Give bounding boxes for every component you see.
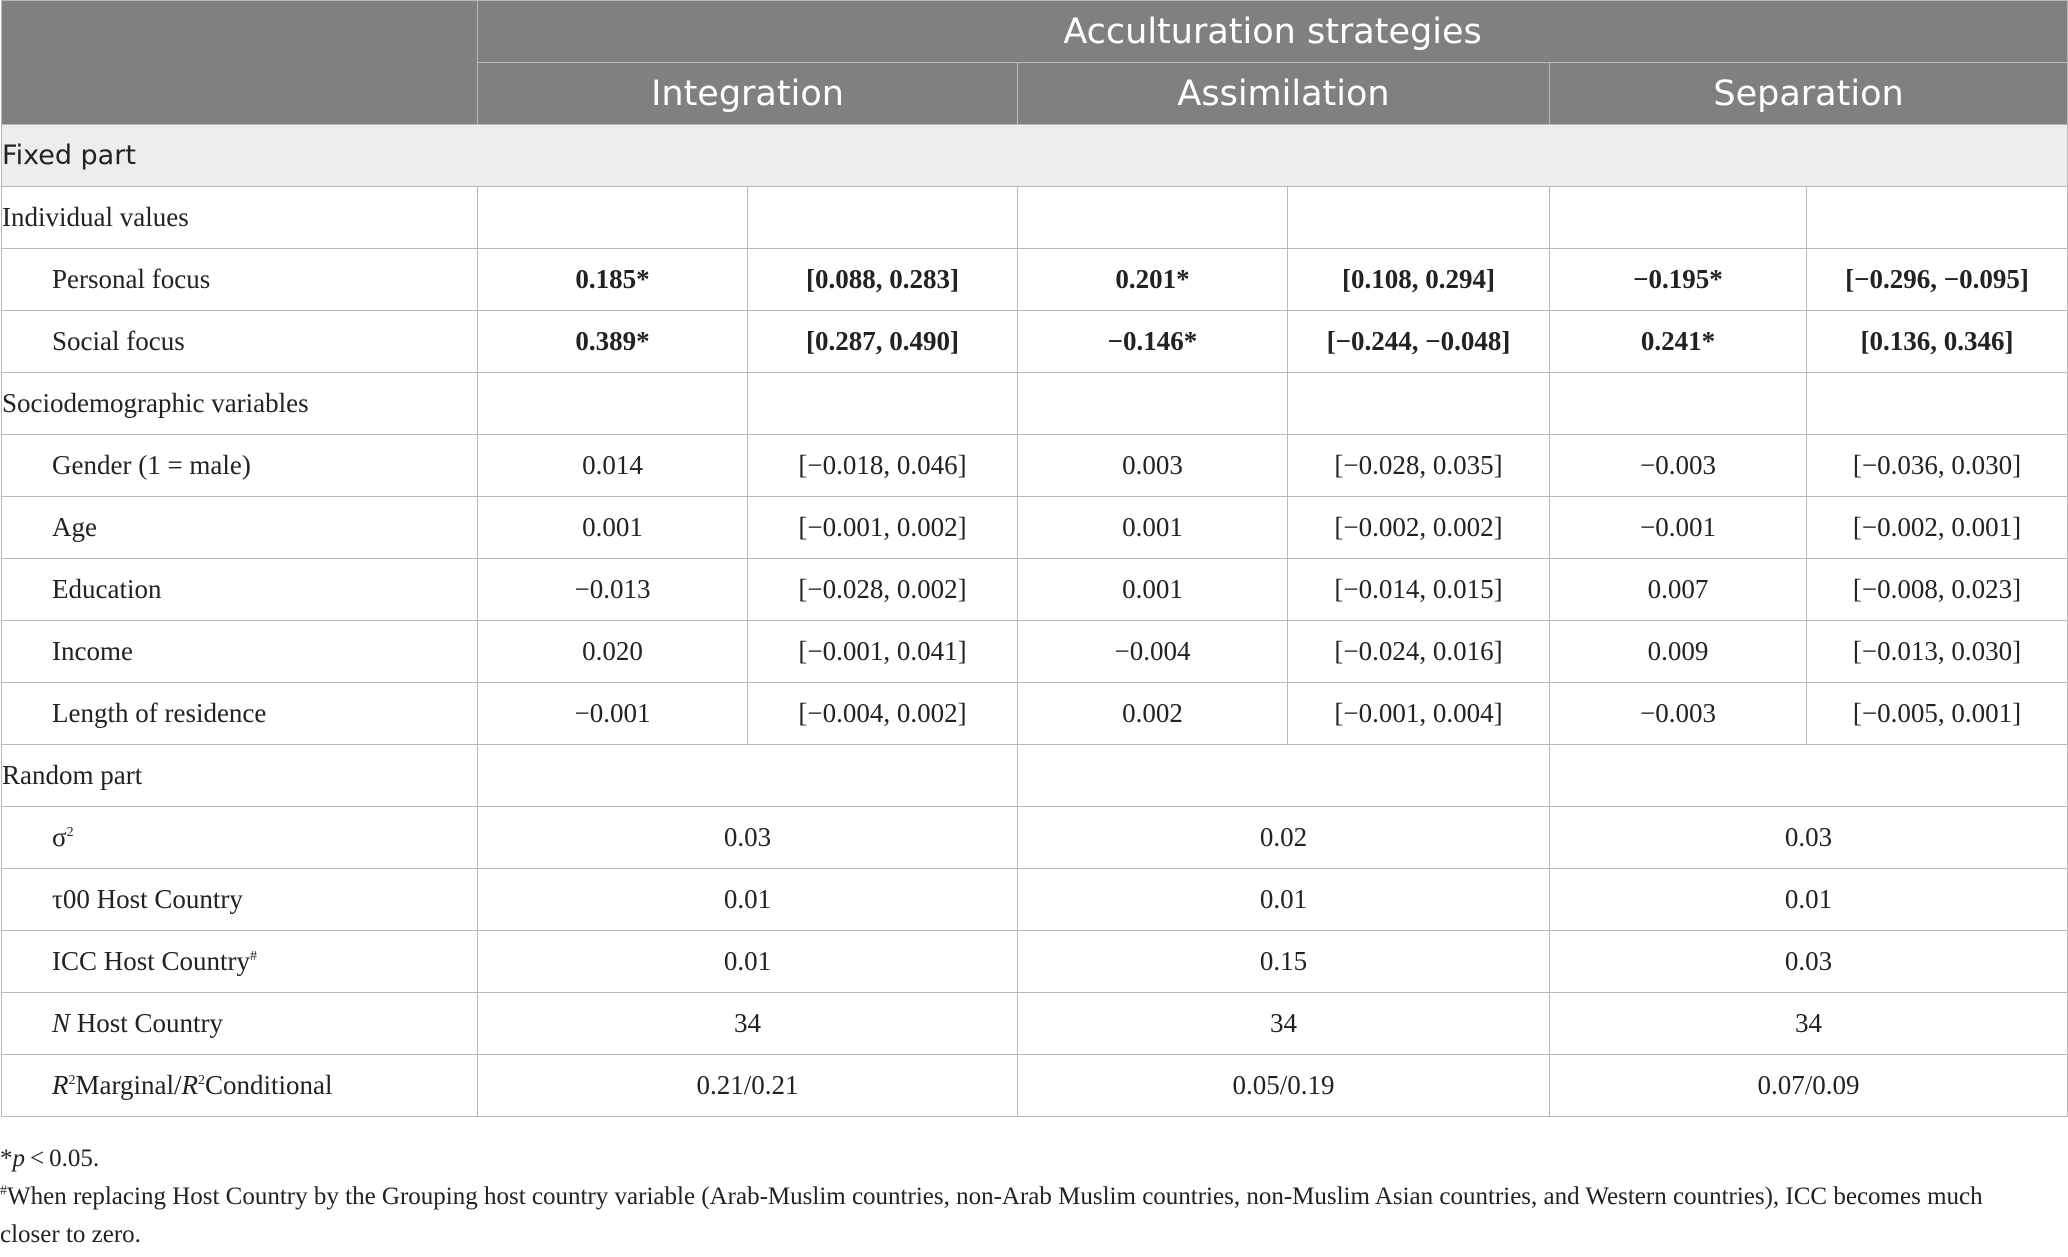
section-row-fixed-part <box>2 125 2068 187</box>
table-row <box>2 621 2068 683</box>
ci-cell: [−0.028, 0.002] <box>748 559 1018 621</box>
column-header-separation: Separation <box>1550 63 2068 125</box>
ci-cell: [−0.024, 0.016] <box>1288 621 1550 683</box>
row-label: Gender (1 = male) <box>2 435 478 497</box>
ci-cell: [−0.036, 0.030] <box>1807 435 2068 497</box>
random-value-cell: 34 <box>1018 993 1550 1055</box>
row-label: τ00 Host Country <box>2 869 478 931</box>
table-row <box>2 497 2068 559</box>
ci-cell: [−0.001, 0.041] <box>748 621 1018 683</box>
table-row <box>2 993 2068 1055</box>
table-row <box>2 311 2068 373</box>
section-title: Fixed part <box>2 125 2068 187</box>
empty-cell <box>1550 745 2068 807</box>
estimate-cell: 0.020 <box>478 621 748 683</box>
empty-cell <box>1288 373 1550 435</box>
significance-note: *p < 0.05. <box>0 1145 100 1172</box>
random-value-cell: 0.01 <box>478 869 1018 931</box>
random-value-cell: 0.21/0.21 <box>478 1055 1018 1117</box>
empty-cell <box>1018 745 1550 807</box>
estimate-cell: −0.001 <box>478 683 748 745</box>
ci-cell: [−0.008, 0.023] <box>1807 559 2068 621</box>
random-value-cell: 0.01 <box>478 931 1018 993</box>
estimate-cell: 0.001 <box>478 497 748 559</box>
ci-cell: [−0.001, 0.004] <box>1288 683 1550 745</box>
header-row-group <box>2 1 2068 63</box>
estimate-cell: 0.009 <box>1550 621 1807 683</box>
random-value-cell: 0.15 <box>1018 931 1550 993</box>
estimate-cell: 0.014 <box>478 435 748 497</box>
row-label: Age <box>2 497 478 559</box>
ci-cell: [−0.244, −0.048] <box>1288 311 1550 373</box>
random-value-cell: 0.01 <box>1550 869 2068 931</box>
empty-cell <box>1018 373 1288 435</box>
ci-cell: [−0.002, 0.001] <box>1807 497 2068 559</box>
empty-cell <box>478 373 748 435</box>
random-value-cell: 0.05/0.19 <box>1018 1055 1550 1117</box>
hash-note: #When replacing Host Country by the Grouping host country variable (Arab-Muslim countries, non-Arab Muslim countries, non-Muslim Asian countries, and Western countries), ICC becomes much closer to zero. <box>0 1183 1983 1248</box>
random-value-cell: 0.07/0.09 <box>1550 1055 2068 1117</box>
row-label: $\sigma^2$ <box>2 807 478 869</box>
ci-cell: [−0.002, 0.002] <box>1288 497 1550 559</box>
row-label: Social focus <box>2 311 478 373</box>
group-row <box>2 373 2068 435</box>
table-row <box>2 559 2068 621</box>
table-row <box>2 869 2068 931</box>
ci-cell: [0.287, 0.490] <box>748 311 1018 373</box>
row-label: Length of residence <box>2 683 478 745</box>
empty-cell <box>1018 187 1288 249</box>
estimate-cell: −0.195* <box>1550 249 1807 311</box>
estimate-cell: 0.185* <box>478 249 748 311</box>
estimate-cell: 0.389* <box>478 311 748 373</box>
ci-cell: [−0.018, 0.046] <box>748 435 1018 497</box>
row-label: $R^2Marginal/R^2Conditional$ <box>2 1055 478 1117</box>
ci-cell: [−0.005, 0.001] <box>1807 683 2068 745</box>
group-label: Individual values <box>2 187 478 249</box>
estimate-cell: −0.001 <box>1550 497 1807 559</box>
ci-cell: [−0.004, 0.002] <box>748 683 1018 745</box>
row-label: Personal focus <box>2 249 478 311</box>
ci-cell: [−0.001, 0.002] <box>748 497 1018 559</box>
ci-cell: [−0.296, −0.095] <box>1807 249 2068 311</box>
estimate-cell: 0.241* <box>1550 311 1807 373</box>
hash-note-text: When replacing Host Country by the Grouping host country variable (Arab-Muslim countries, non-Arab Muslim countries, non-Muslim Asian countries, and Western countries), ICC becomes much closer to zero. <box>0 1183 1983 1248</box>
estimate-cell: 0.002 <box>1018 683 1288 745</box>
group-header: Acculturation strategies <box>478 1 2068 63</box>
empty-cell <box>1550 373 1807 435</box>
table-row <box>2 683 2068 745</box>
group-row-random-part <box>2 745 2068 807</box>
results-table <box>1 0 2068 1117</box>
random-value-cell: 0.03 <box>1550 931 2068 993</box>
ci-cell: [−0.014, 0.015] <box>1288 559 1550 621</box>
column-header-assimilation: Assimilation <box>1018 63 1550 125</box>
estimate-cell: 0.003 <box>1018 435 1288 497</box>
estimate-cell: −0.013 <box>478 559 748 621</box>
table-row <box>2 931 2068 993</box>
group-row <box>2 187 2068 249</box>
estimate-cell: 0.001 <box>1018 497 1288 559</box>
empty-cell <box>748 373 1018 435</box>
empty-cell <box>748 187 1018 249</box>
row-label: Education <box>2 559 478 621</box>
empty-cell <box>1807 373 2068 435</box>
ci-cell: [0.088, 0.283] <box>748 249 1018 311</box>
table-notes <box>0 1140 2040 1254</box>
random-value-cell: 34 <box>1550 993 2068 1055</box>
row-label: Income <box>2 621 478 683</box>
empty-cell <box>1807 187 2068 249</box>
random-value-cell: 0.02 <box>1018 807 1550 869</box>
group-label: Random part <box>2 745 478 807</box>
table-row <box>2 1055 2068 1117</box>
group-label: Sociodemographic variables <box>2 373 478 435</box>
random-value-cell: 0.03 <box>1550 807 2068 869</box>
estimate-cell: 0.001 <box>1018 559 1288 621</box>
table-body <box>2 125 2068 1117</box>
table-row <box>2 435 2068 497</box>
table-row <box>2 249 2068 311</box>
estimate-cell: 0.007 <box>1550 559 1807 621</box>
row-label: N Host Country <box>2 993 478 1055</box>
empty-cell <box>1550 187 1807 249</box>
estimate-cell: 0.201* <box>1018 249 1288 311</box>
random-value-cell: 0.03 <box>478 807 1018 869</box>
estimate-cell: −0.004 <box>1018 621 1288 683</box>
ci-cell: [−0.028, 0.035] <box>1288 435 1550 497</box>
empty-cell <box>478 745 1018 807</box>
ci-cell: [−0.013, 0.030] <box>1807 621 2068 683</box>
estimate-cell: −0.003 <box>1550 435 1807 497</box>
ci-cell: [0.108, 0.294] <box>1288 249 1550 311</box>
column-header-integration: Integration <box>478 63 1018 125</box>
empty-cell <box>478 187 748 249</box>
table-row <box>2 807 2068 869</box>
empty-cell <box>1288 187 1550 249</box>
row-label: ICC Host Country# <box>2 931 478 993</box>
estimate-cell: −0.146* <box>1018 311 1288 373</box>
header-corner-cell <box>2 1 478 125</box>
random-value-cell: 34 <box>478 993 1018 1055</box>
random-value-cell: 0.01 <box>1018 869 1550 931</box>
ci-cell: [0.136, 0.346] <box>1807 311 2068 373</box>
estimate-cell: −0.003 <box>1550 683 1807 745</box>
